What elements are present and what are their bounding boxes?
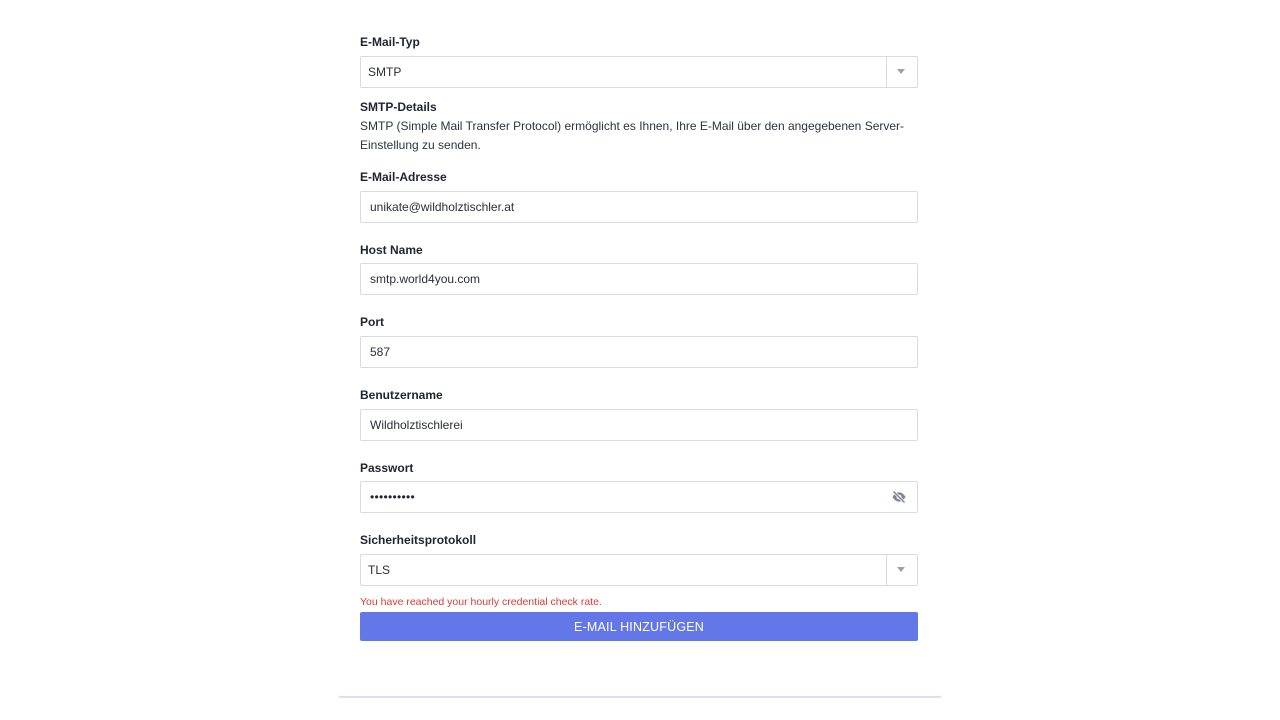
section-divider [339,696,941,698]
password-label: Passwort [360,461,414,475]
eye-slash-icon[interactable] [891,489,907,505]
email-address-label: E-Mail-Adresse [360,170,447,184]
port-input[interactable] [370,337,880,367]
security-protocol-selected-value: TLS [368,563,391,577]
port-label: Port [360,315,384,329]
password-masked-value: •••••••••• [370,490,416,504]
security-protocol-label: Sicherheitsprotokoll [360,533,477,547]
username-label: Benutzername [360,388,443,402]
email-address-field-box [360,191,918,223]
error-message: You have reached your hourly credential check rate. [360,596,602,608]
smtp-details-description: SMTP (Simple Mail Transfer Protocol) ermöglicht es Ihnen, Ihre E-Mail über den angegebenen Server-Einstellung zu senden. [360,119,905,152]
chevron-down-icon [897,69,905,74]
security-protocol-dropdown-toggle[interactable] [886,555,917,585]
smtp-details-heading: SMTP-Details [360,100,437,114]
host-name-label: Host Name [360,243,423,257]
email-type-selected-value: SMTP [368,65,402,79]
username-input[interactable] [370,410,880,440]
email-type-label: E-Mail-Typ [360,35,420,49]
username-field-box [360,409,918,441]
email-type-dropdown-toggle[interactable] [886,57,917,87]
host-name-field-box [360,263,918,295]
security-protocol-select[interactable] [360,554,918,586]
email-address-input[interactable] [370,192,880,222]
host-name-input[interactable] [370,264,880,294]
email-type-select[interactable] [360,56,918,88]
add-email-button[interactable]: E-MAIL HINZUFÜGEN [360,612,918,641]
chevron-down-icon [897,567,905,572]
password-input[interactable] [360,481,918,513]
port-field-box [360,336,918,368]
